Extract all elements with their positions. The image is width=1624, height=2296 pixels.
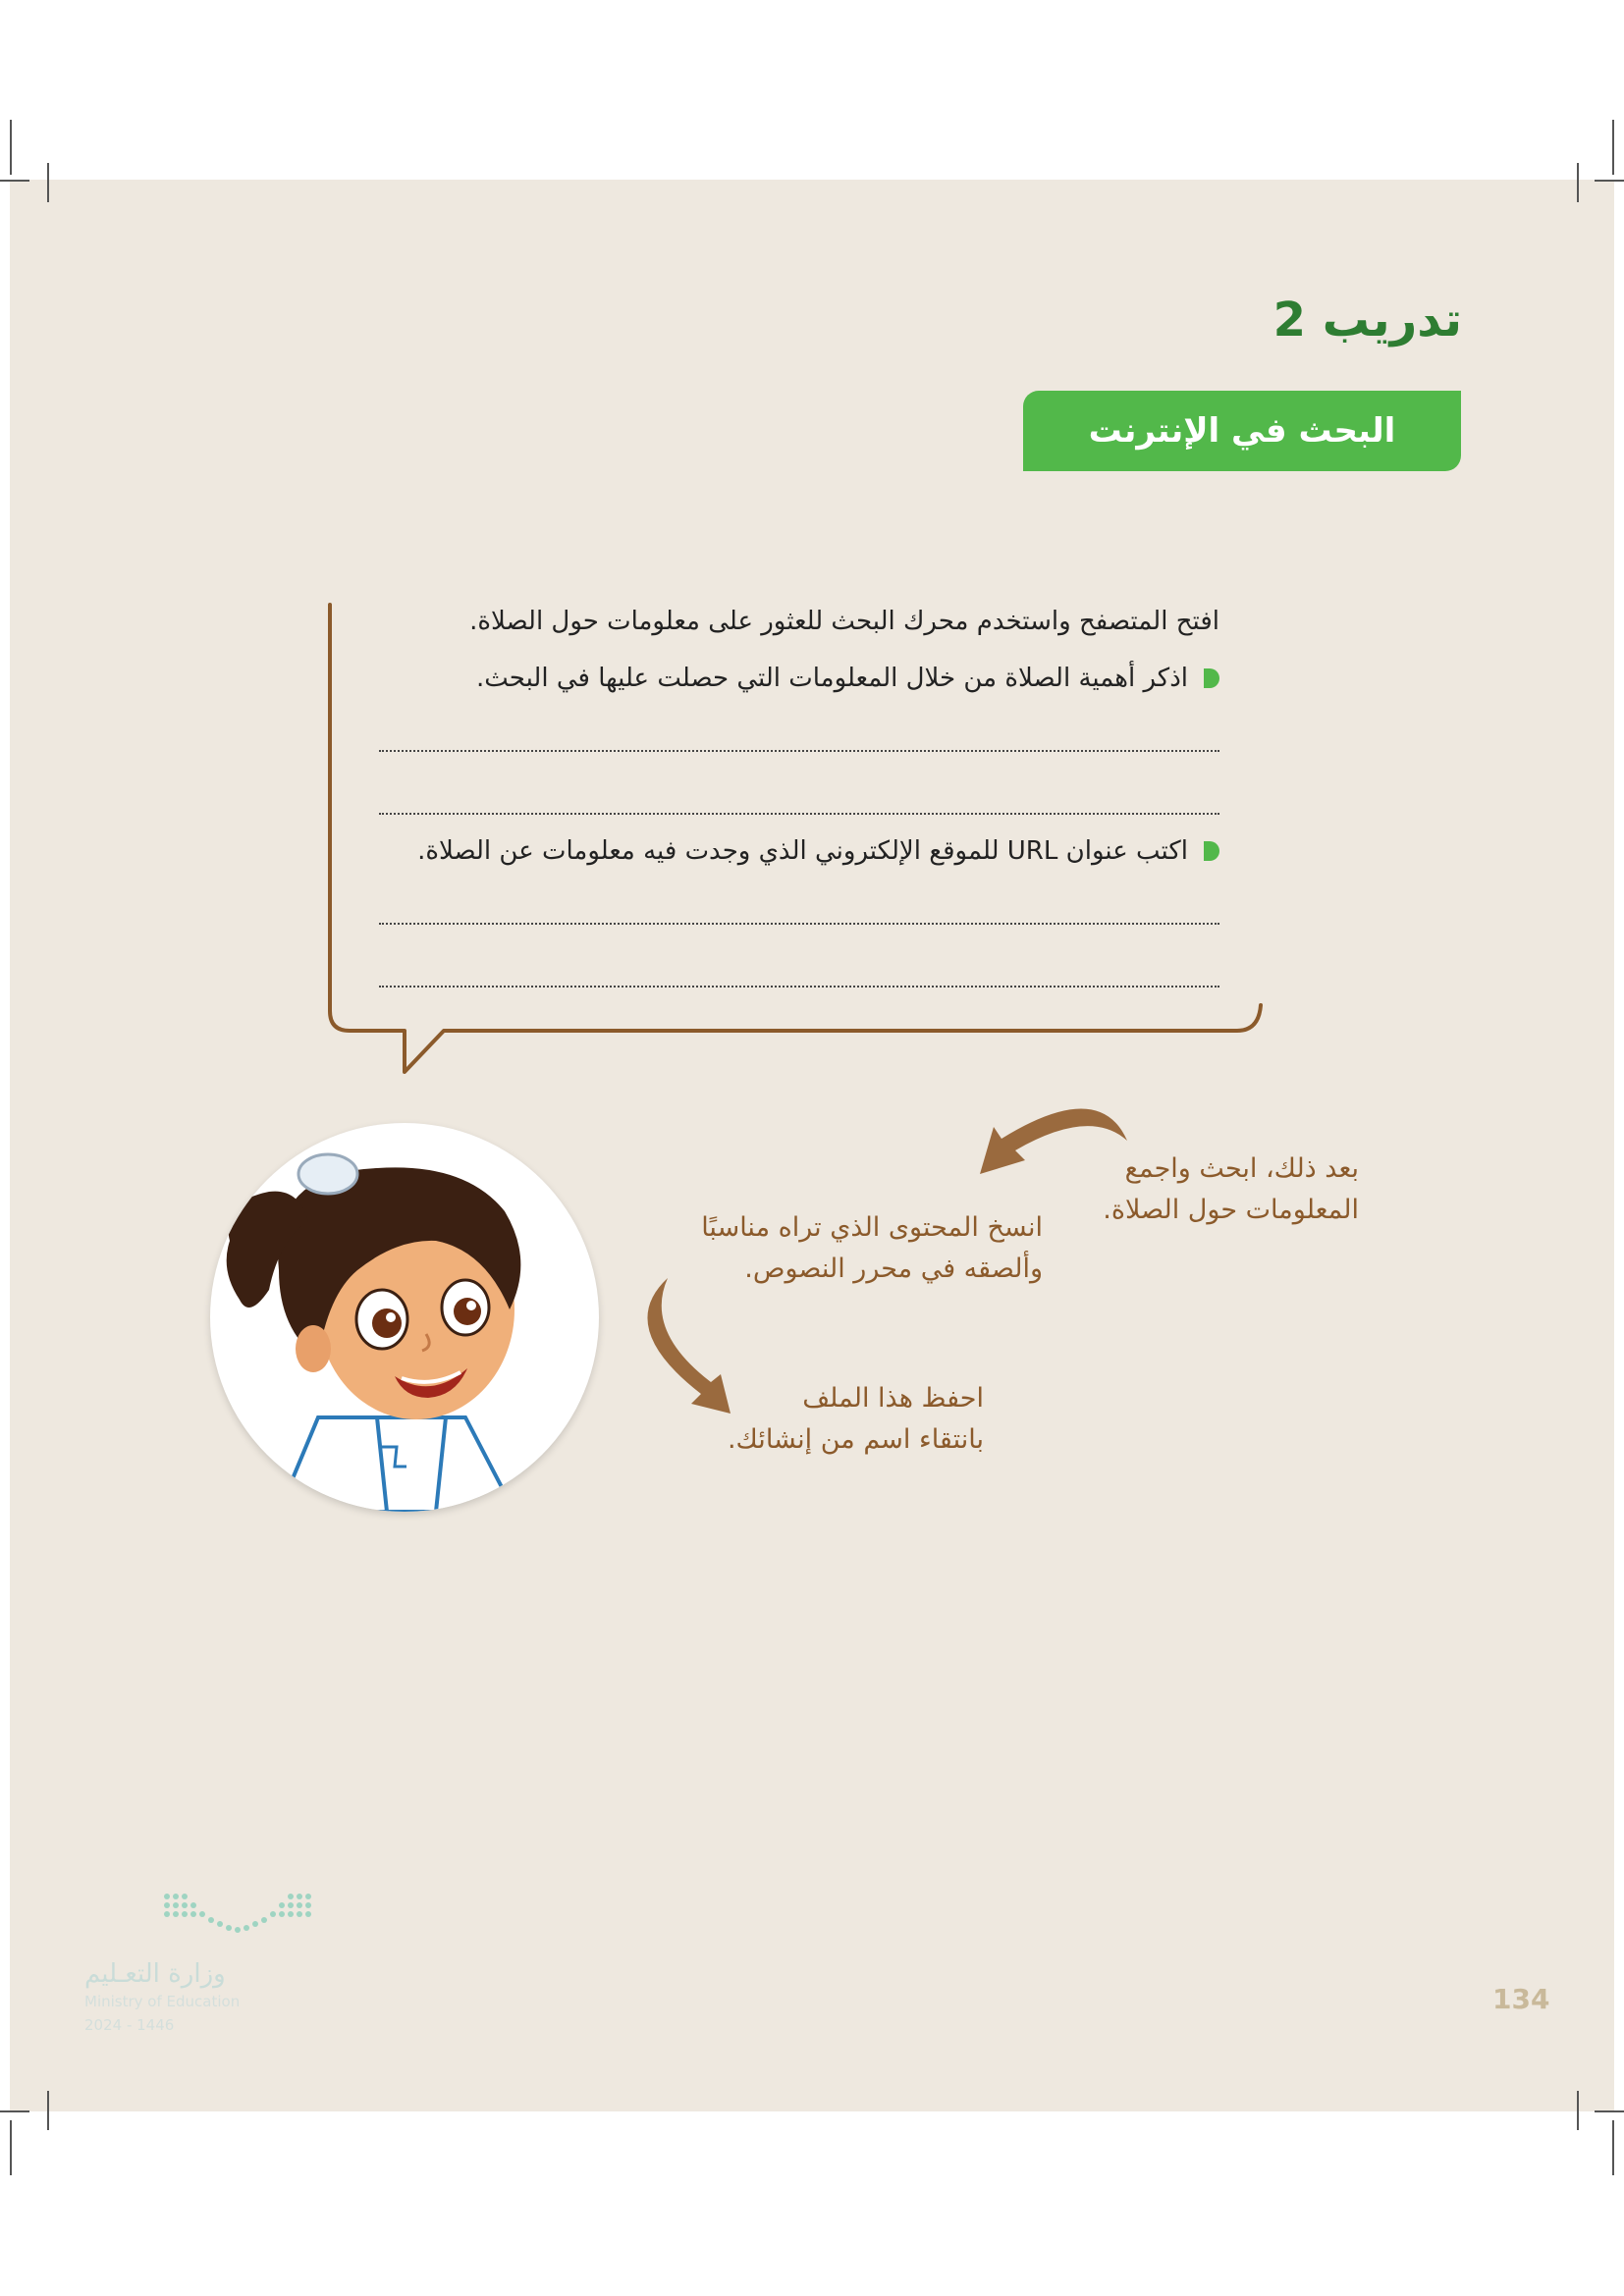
ministry-logo-icon xyxy=(162,1891,319,1946)
student-illustration xyxy=(210,1123,599,1512)
bullet-icon xyxy=(1204,841,1219,861)
exercise-title: تدريب 2 xyxy=(1272,293,1462,347)
step-line: بعد ذلك، ابحث واجمع xyxy=(1124,1153,1359,1184)
arrow-icon xyxy=(647,1278,731,1414)
answer-line[interactable] xyxy=(379,750,1219,752)
step-line: بانتقاء اسم من إنشائك. xyxy=(727,1424,984,1455)
student-avatar xyxy=(210,1123,599,1512)
step-instruction xyxy=(1103,1148,1359,1231)
question-item xyxy=(476,664,1219,693)
answer-line[interactable] xyxy=(379,986,1219,988)
ministry-name-english: Ministry of Education xyxy=(84,1993,241,2010)
ministry-name-arabic: وزارة التعـليم xyxy=(84,1959,226,1989)
exercise-instruction: افتح المتصفح واستخدم محرك البحث للعثور على معلومات حول الصلاة. xyxy=(469,607,1219,636)
step-instruction xyxy=(701,1207,1043,1290)
bullet-icon xyxy=(1204,668,1219,688)
step-line: المعلومات حول الصلاة. xyxy=(1103,1195,1359,1225)
step-instruction xyxy=(728,1378,984,1461)
step-line: وألصقه في محرر النصوص. xyxy=(744,1254,1043,1284)
answer-line[interactable] xyxy=(379,813,1219,815)
ministry-year: 2024 - 1446 xyxy=(84,2016,175,2034)
answer-line[interactable] xyxy=(379,923,1219,925)
question-text: اذكر أهمية الصلاة من خلال المعلومات التي حصلت عليها في البحث. xyxy=(476,664,1188,693)
step-line: احفظ هذا الملف xyxy=(802,1383,984,1414)
section-banner-label: البحث في الإنترنت xyxy=(1088,411,1396,451)
page-number: 134 xyxy=(1492,1983,1550,2015)
question-text: اكتب عنوان URL للموقع الإلكتروني الذي وجدت فيه معلومات عن الصلاة. xyxy=(417,836,1188,866)
step-line: انسخ المحتوى الذي تراه مناسبًا xyxy=(701,1212,1043,1243)
question-item xyxy=(417,836,1219,866)
